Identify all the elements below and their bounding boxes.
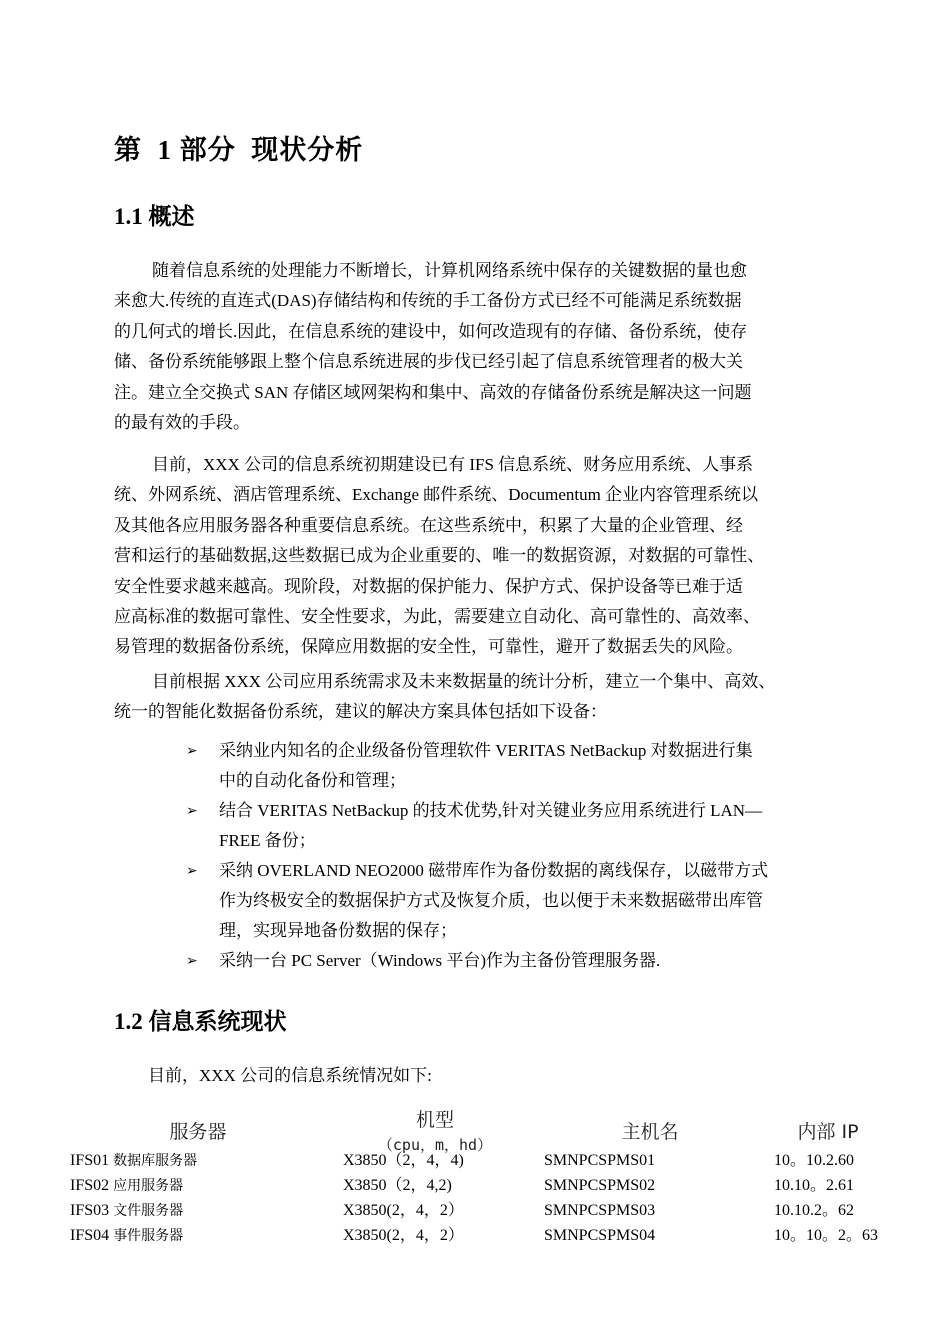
table-cell-server — [70, 1174, 183, 1199]
table-cell-hostname: SMNPCSPMS02 — [544, 1177, 656, 1194]
paragraph-line: 统一的智能化数据备份系统，建议的解决方案具体包括如下设备： — [114, 702, 607, 722]
paragraph-line: 储、备份系统能够跟上整个信息系统进展的步伐已经引起了信息系统管理者的极大关 — [114, 352, 743, 372]
paragraph-line: 目前根据 XXX 公司应用系统需求及未来数据量的统计分析，建立一个集中、高效、 — [152, 672, 776, 691]
arrow-bullet-icon: ➢ — [186, 803, 198, 819]
bullet-line: 结合 VERITAS NetBackup 的技术优势,针对关键业务应用系统进行 LAN— — [219, 801, 763, 820]
server-role: 应用服务器 — [113, 1179, 184, 1194]
paragraph-line: 随着信息系统的处理能力不断增长，计算机网络系统中保存的关键数据的量也愈 — [152, 261, 747, 280]
bullet-list — [186, 736, 846, 976]
paragraph-line: 统、外网系统、酒店管理系统、Exchange 邮件系统、Documentum 企业内容管理系统以 — [114, 485, 759, 505]
bullet-line: 作为终极安全的数据保护方式及恢复介质，也以便于未来数据磁带出库管 — [219, 891, 763, 910]
bullet-item — [186, 946, 846, 976]
server-role: 数据库服务器 — [113, 1154, 198, 1169]
table-cell-model: X3850（2，4，4) — [343, 1152, 464, 1169]
table-cell-hostname: SMNPCSPMS04 — [544, 1227, 656, 1244]
section-1-2-title: 1.2 信息系统现状 — [114, 1009, 287, 1034]
header-ip: 内部 IP — [797, 1121, 859, 1143]
server-id: IFS04 — [70, 1227, 110, 1244]
bullet-item — [186, 796, 846, 856]
table-cell-ip: 10.10.2。62 — [774, 1202, 855, 1219]
section-1-2-intro: 目前，XXX 公司的信息系统情况如下: — [148, 1066, 432, 1085]
server-id: IFS03 — [70, 1202, 110, 1219]
header-model — [350, 1105, 520, 1155]
paragraph-3 — [114, 667, 844, 728]
bullet-line: 采纳 OVERLAND NEO2000 磁带库作为备份数据的离线保存，以磁带方式 — [219, 861, 769, 880]
server-id: IFS01 — [70, 1152, 110, 1169]
header-server: 服务器 — [169, 1121, 227, 1143]
arrow-bullet-icon: ➢ — [186, 863, 198, 879]
header-model-sub: （cpu，m，hd） — [377, 1136, 493, 1154]
bullet-line: 采纳一台 PC Server（Windows 平台)作为主备份管理服务器. — [219, 951, 661, 970]
bullet-line: 中的自动化备份和管理； — [219, 771, 406, 790]
bullet-line: 理，实现异地备份数据的保存； — [219, 921, 457, 940]
paragraph-line: 注。建立全交换式 SAN 存储区域网架构和集中、高效的存储备份系统是解决这一问题 — [114, 382, 752, 402]
paragraph-line: 的最有效的手段。 — [114, 412, 250, 432]
table-cell-server — [70, 1149, 197, 1174]
table-cell-model: X3850(2，4，2） — [343, 1227, 464, 1244]
table-cell-server — [70, 1199, 183, 1224]
part-title: 第 1 部分 现状分析 — [114, 135, 364, 165]
paragraph-line: 易管理的数据备份系统，保障应用数据的安全性，可靠性，避开了数据丢失的风险。 — [114, 637, 743, 657]
paragraph-line: 及其他各应用服务器各种重要信息系统。在这些系统中，积累了大量的企业管理、经 — [114, 515, 743, 535]
header-hostname: 主机名 — [621, 1121, 679, 1143]
bullet-item — [186, 856, 846, 946]
server-table — [70, 1101, 900, 1281]
server-id: IFS02 — [70, 1177, 110, 1194]
server-role: 事件服务器 — [113, 1229, 184, 1244]
paragraph-1 — [114, 256, 844, 438]
table-cell-hostname: SMNPCSPMS03 — [544, 1202, 656, 1219]
paragraph-2 — [114, 450, 844, 663]
table-cell-model: X3850(2，4，2） — [343, 1202, 464, 1219]
table-cell-ip: 10。10.2.60 — [774, 1152, 855, 1169]
section-1-1-title: 1.1 概述 — [114, 204, 195, 229]
table-cell-hostname: SMNPCSPMS01 — [544, 1152, 656, 1169]
paragraph-line: 应高标准的数据可靠性、安全性要求，为此，需要建立自动化、高可靠性的、高效率、 — [114, 606, 760, 626]
paragraph-line: 来愈大.传统的直连式(DAS)存储结构和传统的手工备份方式已经不可能满足系统数据 — [114, 291, 742, 311]
bullet-item — [186, 736, 846, 796]
paragraph-line: 目前，XXX 公司的信息系统初期建设已有 IFS 信息系统、财务应用系统、人事系 — [152, 455, 754, 474]
paragraph-line: 的几何式的增长.因此，在信息系统的建设中，如何改造现有的存储、备份系统，使存 — [114, 321, 748, 341]
table-cell-model: X3850（2，4,2) — [343, 1177, 452, 1194]
table-cell-ip: 10。10。2。63 — [774, 1227, 879, 1244]
table-cell-ip: 10.10。2.61 — [774, 1177, 855, 1194]
arrow-bullet-icon: ➢ — [186, 953, 198, 969]
bullet-line: FREE 备份； — [219, 831, 316, 850]
header-model-label: 机型 — [415, 1109, 454, 1131]
table-cell-server — [70, 1224, 183, 1249]
paragraph-line: 安全性要求越来越高。现阶段，对数据的保护能力、保护方式、保护设备等已难于适 — [114, 576, 743, 596]
arrow-bullet-icon: ➢ — [186, 743, 198, 759]
bullet-line: 采纳业内知名的企业级备份管理软件 VERITAS NetBackup 对数据进行集 — [219, 741, 753, 760]
paragraph-line: 营和运行的基础数据,这些数据已成为企业重要的、唯一的数据资源，对数据的可靠性、 — [114, 546, 765, 566]
server-role: 文件服务器 — [113, 1204, 184, 1219]
